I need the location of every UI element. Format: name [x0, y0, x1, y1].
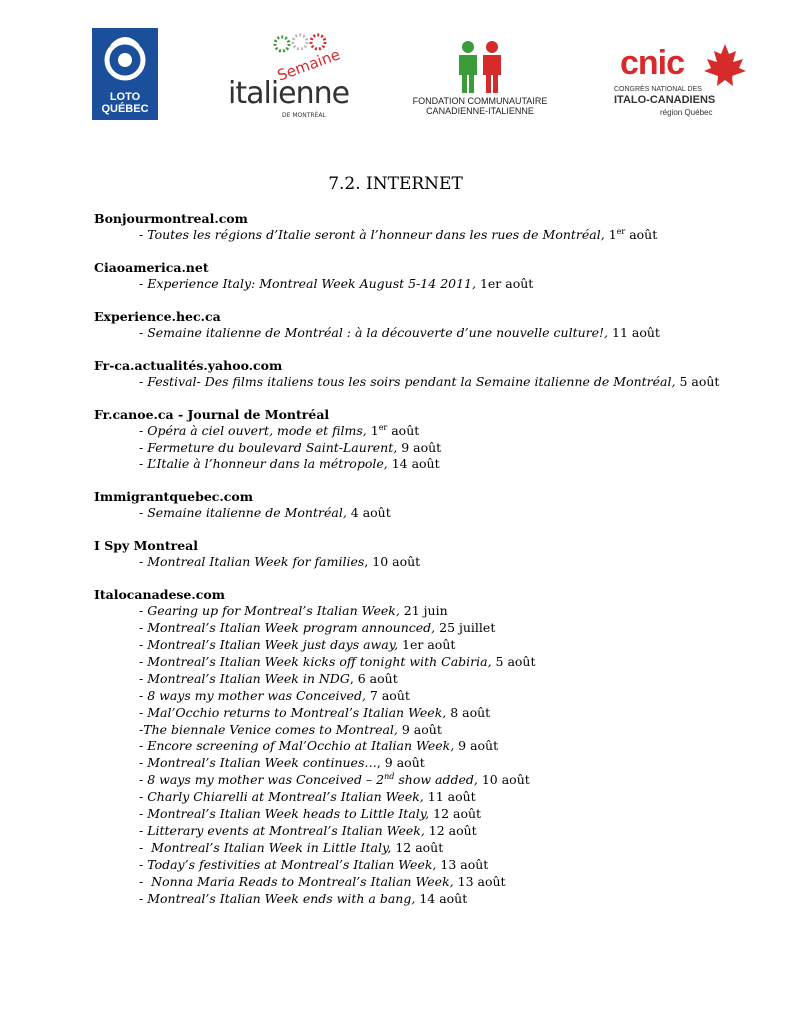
source-section	[94, 537, 754, 571]
item-title: Montreal Italian Week for families	[147, 554, 365, 570]
source-name: Fr.canoe.ca - Journal de Montréal	[94, 406, 330, 422]
loto-quebec-emblem-icon	[92, 28, 158, 90]
item-dash: -	[139, 456, 148, 472]
item-date-month: août	[625, 227, 658, 242]
item-dash: -	[139, 839, 152, 855]
item-title: Charly Chiarelli at Montreal’s Italian Week,	[147, 789, 424, 805]
item-title: The biennale Venice comes to Montreal,	[143, 721, 398, 737]
item-dash: -	[139, 738, 148, 754]
item-date: 14 août	[387, 456, 440, 472]
item-dash: -	[139, 704, 148, 720]
list-item	[94, 603, 754, 620]
item-date: 5 août	[675, 373, 720, 389]
source-section	[94, 586, 754, 907]
item-title: Fermeture du boulevard Saint-Laurent,	[147, 439, 398, 455]
item-date: 5 août	[491, 653, 536, 669]
item-title: Montreal’s Italian Week kicks off tonight with Cabiria,	[147, 653, 492, 669]
list-item	[94, 688, 754, 705]
item-title: Montreal’s Italian Week in Little Italy,	[151, 839, 392, 855]
logo-bar	[0, 0, 791, 130]
item-title: Festival- Des films italiens tous les soirs pendant la Semaine italienne de Montréal,	[147, 373, 676, 389]
item-title: Semaine italienne de Montréal,	[147, 505, 347, 521]
semaine-word: Semaine	[274, 45, 343, 85]
fondation-line1: FONDATION COMMUNAUTAIRE	[412, 96, 548, 106]
item-date: 4 août	[346, 505, 391, 521]
list-item	[94, 789, 754, 806]
list-item	[94, 722, 754, 739]
de-montreal-word: DE MONTRÉAL	[282, 112, 326, 119]
maple-leaf-icon	[702, 42, 748, 88]
item-date: 12 août	[429, 806, 482, 822]
item-dash: -	[139, 721, 144, 737]
item-title: Encore screening of Mal’Occhio at Italian Week,	[147, 738, 455, 754]
list-item	[94, 637, 754, 654]
item-title: Litterary events at Montreal’s Italian Week,	[147, 822, 425, 838]
list-item	[94, 823, 754, 840]
item-title-sup: nd	[384, 772, 395, 782]
item-dash: -	[139, 603, 148, 619]
item-date-sup: er	[616, 226, 626, 236]
item-date: 1er août	[475, 275, 534, 291]
item-title: Montreal’s Italian Week in NDG	[147, 670, 350, 686]
source-name: Fr-ca.actualités.yahoo.com	[94, 357, 283, 373]
source-name: Immigrantquebec.com	[94, 489, 253, 505]
item-date: , 10 août	[364, 554, 421, 570]
list-item	[94, 374, 754, 391]
item-title: Montreal’s Italian Week heads to Little Italy,	[147, 806, 430, 822]
item-title: Montreal’s Italian Week continues…	[147, 755, 377, 771]
item-title: 8 ways my mother was Conceived – 2	[147, 772, 385, 788]
item-date: 12 août	[391, 839, 444, 855]
item-date: 9 août	[454, 738, 499, 754]
item-dash: -	[139, 822, 148, 838]
cnic-year: 1972	[718, 72, 734, 79]
list-item	[94, 620, 754, 637]
item-title: Montreal’s Italian Week ends with a bang,	[147, 890, 416, 906]
item-dash: -	[139, 890, 148, 906]
list-item	[94, 891, 754, 908]
item-dash: -	[139, 422, 148, 438]
fondation-line2: CANADIENNE-ITALIENNE	[426, 106, 534, 116]
list-item	[94, 705, 754, 722]
page-title: 7.2. INTERNET	[328, 174, 463, 194]
item-dash: -	[139, 227, 148, 242]
item-date: 1	[366, 422, 379, 438]
item-date: 9 août	[397, 721, 442, 737]
item-dash: -	[139, 373, 148, 389]
source-name: Bonjourmontreal.com	[94, 211, 248, 226]
item-date: , 6 août	[349, 670, 398, 686]
list-item	[94, 276, 754, 293]
item-date: 21 juin	[399, 603, 448, 619]
loto-quebec-logo	[92, 28, 158, 120]
list-item	[94, 423, 754, 440]
item-dash: -	[139, 636, 148, 652]
italienne-word: italienne	[228, 76, 350, 111]
item-date: 11 août	[608, 324, 660, 340]
people-icon	[406, 38, 554, 94]
list-item	[94, 505, 754, 522]
item-date: 13 août	[436, 856, 489, 872]
item-title: Opéra à ciel ouvert, mode et films,	[147, 422, 367, 438]
item-title: L’Italie à l’honneur dans la métropole,	[147, 456, 388, 472]
item-date-month: août	[387, 422, 420, 438]
item-dash: -	[139, 620, 148, 636]
fondation-logo	[406, 38, 554, 120]
item-date: 12 août	[424, 822, 477, 838]
item-dash: -	[139, 670, 148, 686]
item-dash: -	[139, 324, 148, 340]
item-title: 8 ways my mother was Conceived,	[147, 687, 366, 703]
source-section	[94, 210, 754, 244]
list-item	[94, 325, 754, 342]
cnic-line3: région Québec	[660, 108, 713, 117]
source-section	[94, 308, 754, 342]
loto-quebec-line1: LOTO	[109, 91, 141, 103]
item-title: Experience Italy: Montreal Week August 5-14 2011,	[147, 275, 476, 291]
item-date: 10 août	[477, 772, 530, 788]
sources-list	[94, 210, 754, 922]
item-dash: -	[139, 554, 148, 570]
item-dash: -	[139, 439, 148, 455]
list-item	[94, 654, 754, 671]
item-date: 13 août	[453, 873, 506, 889]
list-item	[94, 772, 754, 789]
list-item	[94, 840, 754, 857]
item-title: Mal’Occhio returns to Montreal’s Italian Week,	[147, 704, 447, 720]
source-name: I Spy Montreal	[94, 538, 199, 554]
item-dash: -	[139, 789, 148, 805]
semaine-italienne-logo	[224, 30, 352, 120]
cnic-line2: ITALO-CANADIENS	[614, 94, 716, 106]
list-item	[94, 227, 754, 244]
list-item	[94, 671, 754, 688]
list-item	[94, 440, 754, 457]
list-item	[94, 857, 754, 874]
item-dash: -	[139, 653, 148, 669]
list-item	[94, 874, 754, 891]
item-date-sup: er	[378, 422, 388, 432]
source-section	[94, 259, 754, 293]
item-date: 11 août	[423, 789, 476, 805]
item-title: Toutes les régions d’Italie seront à l’honneur dans les rues de Montréal,	[147, 227, 605, 242]
source-name: Italocanadese.com	[94, 587, 225, 603]
list-item	[94, 755, 754, 772]
item-title: Nonna Maria Reads to Montreal’s Italian Week,	[151, 873, 454, 889]
list-item	[94, 738, 754, 755]
item-title: Montreal’s Italian Week program announced,	[147, 620, 436, 636]
item-dash: -	[139, 275, 148, 291]
list-item	[94, 456, 754, 473]
source-name: Ciaoamerica.net	[94, 259, 209, 275]
item-date: 7 août	[365, 687, 410, 703]
item-date: 14 août	[415, 890, 468, 906]
item-date: 1er août	[398, 636, 456, 652]
item-date: 25 juillet	[435, 620, 496, 636]
item-dash: -	[139, 755, 148, 771]
item-date: 9 août	[397, 439, 442, 455]
item-date: , 9 août	[376, 755, 425, 771]
item-title: Montreal’s Italian Week just days away,	[147, 636, 399, 652]
item-dash: -	[139, 806, 148, 822]
cnic-logo	[614, 40, 750, 122]
item-title-cont: show added,	[394, 772, 478, 788]
list-item	[94, 806, 754, 823]
item-dash: -	[139, 873, 152, 889]
item-title: Today’s festivities at Montreal’s Italian Week,	[147, 856, 437, 872]
item-title: Gearing up for Montreal’s Italian Week,	[147, 603, 400, 619]
source-section	[94, 357, 754, 391]
item-date: 8 août	[446, 704, 491, 720]
cnic-brand: cnic	[620, 44, 685, 82]
source-name: Experience.hec.ca	[94, 308, 221, 324]
source-section	[94, 406, 754, 474]
item-dash: -	[139, 687, 148, 703]
item-dash: -	[139, 856, 148, 872]
list-item	[94, 554, 754, 571]
source-section	[94, 488, 754, 522]
item-dash: -	[139, 772, 148, 788]
loto-quebec-line2: QUÉBEC	[101, 103, 149, 115]
item-date: 1	[604, 227, 617, 242]
cnic-line1: CONGRÈS NATIONAL DES	[614, 86, 702, 93]
item-dash: -	[139, 505, 148, 521]
item-title: Semaine italienne de Montréal : à la découverte d’une nouvelle culture!,	[147, 324, 609, 340]
